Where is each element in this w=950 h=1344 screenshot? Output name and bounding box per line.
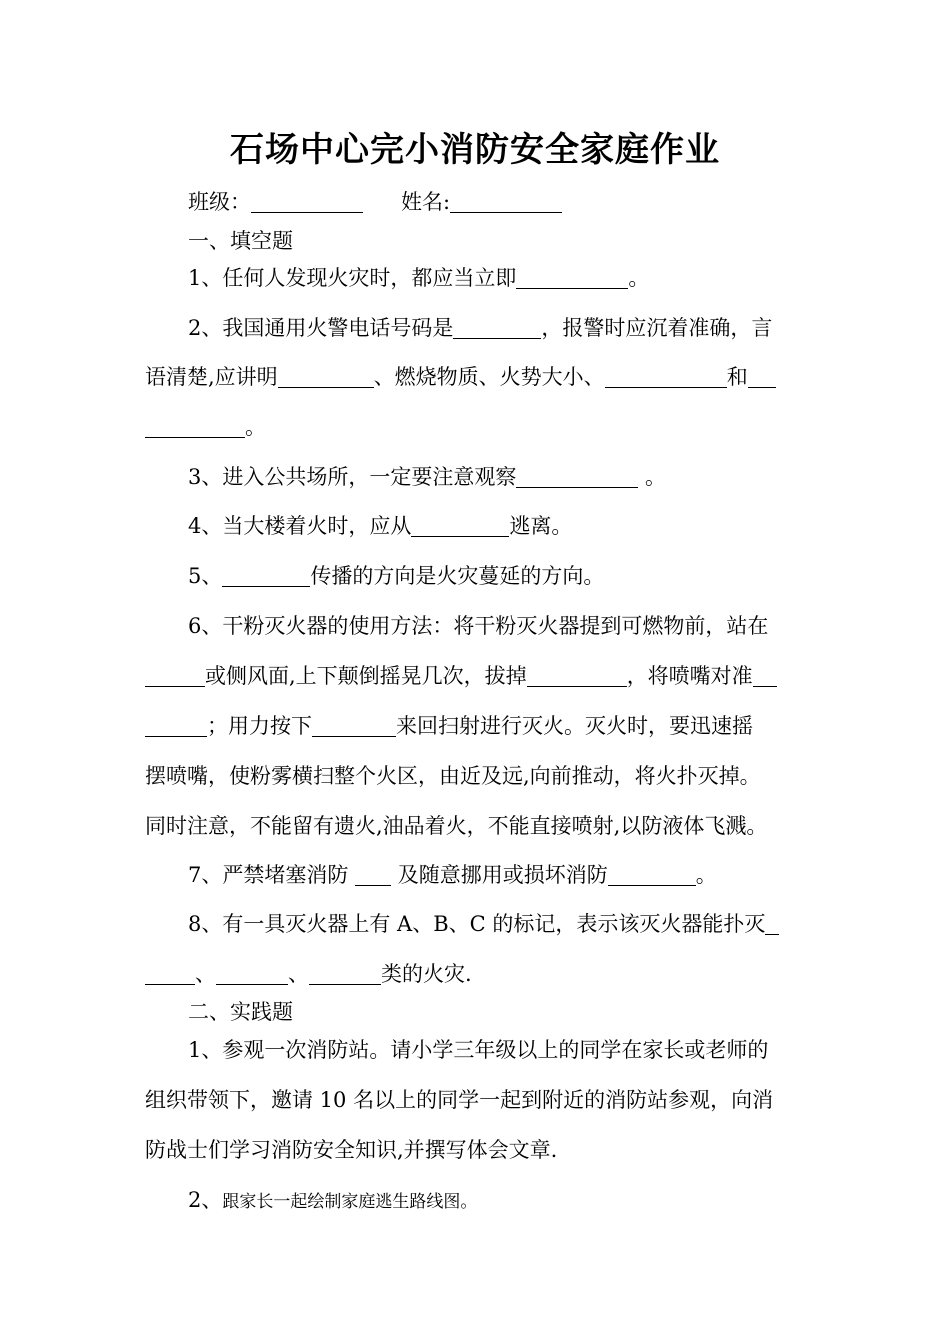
q2-blank-last-start[interactable] bbox=[748, 366, 776, 388]
q8-blank-a-start[interactable] bbox=[765, 913, 779, 935]
question-2-end: 。 bbox=[245, 415, 266, 439]
question-6-text-e: 来回扫射进行灭火。灭火时，要迅速摇 bbox=[396, 714, 753, 738]
question-1-end: 。 bbox=[628, 266, 650, 290]
question-8-sep-1: 、 bbox=[195, 962, 216, 986]
q1-blank[interactable] bbox=[516, 267, 628, 289]
question-8-text: 8、有一具灭火器上有 A、B、C 的标记，表示该灭火器能扑灭 bbox=[188, 912, 766, 936]
q5-blank[interactable] bbox=[222, 565, 310, 587]
question-2-text: 2、我国通用火警电话号码是 bbox=[188, 316, 454, 340]
class-blank[interactable] bbox=[251, 191, 363, 213]
question-5 bbox=[188, 560, 810, 590]
q6-blank-target-start[interactable] bbox=[753, 665, 777, 687]
question-2-text-e: 和 bbox=[726, 365, 748, 389]
question-4-text: 4、当大楼着火时，应从 bbox=[188, 514, 412, 538]
q4-blank[interactable] bbox=[411, 515, 509, 537]
question-2-text-b: ，报警时应沉着准确，言 bbox=[541, 316, 773, 340]
q8-blank-b[interactable] bbox=[216, 963, 288, 985]
question-3-text: 3、进入公共场所，一定要注意观察 bbox=[188, 465, 517, 489]
name-blank[interactable] bbox=[450, 191, 562, 213]
question-2-text-c: 语清楚,应讲明 bbox=[145, 365, 278, 389]
q2-blank-extra[interactable] bbox=[605, 366, 727, 388]
question-6-line5: 同时注意，不能留有遗火,油品着火，不能直接喷射,以防液体飞溅。 bbox=[145, 814, 768, 838]
practice-2-num: 2、 bbox=[188, 1188, 223, 1212]
question-1 bbox=[188, 262, 810, 292]
question-3 bbox=[188, 461, 810, 491]
question-5-text: 传播的方向是火灾蔓延的方向。 bbox=[310, 564, 605, 588]
question-6-text-d: ；用力按下 bbox=[207, 714, 312, 738]
q6-blank-pin[interactable] bbox=[527, 665, 627, 687]
question-5-num: 5、 bbox=[188, 564, 223, 588]
practice-2 bbox=[188, 1184, 810, 1214]
question-8-line2 bbox=[145, 958, 810, 988]
question-4-end: 逃离。 bbox=[509, 514, 573, 538]
question-4 bbox=[188, 510, 810, 540]
question-8-end: 类的火灾. bbox=[381, 962, 472, 986]
practice-1-line1: 1、参观一次消防站。请小学三年级以上的同学在家长或老师的 bbox=[188, 1038, 769, 1062]
question-7-text-b: 及随意挪用或损坏消防 bbox=[391, 863, 608, 887]
question-7 bbox=[188, 859, 810, 889]
question-6-line3 bbox=[145, 710, 810, 740]
question-7-text: 7、严禁堵塞消防 bbox=[188, 863, 356, 887]
section2-heading: 二、实践题 bbox=[188, 1000, 293, 1024]
page-title: 石场中心完小消防安全家庭作业 bbox=[230, 130, 720, 170]
question-2-line1 bbox=[188, 312, 810, 342]
question-2-line3 bbox=[145, 411, 810, 441]
question-2-text-d: 、燃烧物质、火势大小、 bbox=[373, 365, 605, 389]
question-6-text-b: 或侧风面,上下颠倒摇晃几次，拔掉 bbox=[205, 664, 527, 688]
name-label: 姓名: bbox=[401, 190, 451, 214]
question-3-end: 。 bbox=[638, 465, 667, 489]
question-8-sep-2: 、 bbox=[288, 962, 309, 986]
question-6-line1: 6、干粉灭火器的使用方法：将干粉灭火器提到可燃物前，站在 bbox=[188, 614, 769, 638]
q7-blank-passage[interactable] bbox=[355, 864, 391, 886]
q8-blank-a-end[interactable] bbox=[145, 963, 195, 985]
q2-blank-location[interactable] bbox=[278, 366, 374, 388]
practice-2-text: 跟家长一起绘制家庭逃生路线图。 bbox=[222, 1192, 478, 1212]
question-6-line2 bbox=[145, 660, 810, 690]
q3-blank[interactable] bbox=[516, 466, 638, 488]
q2-blank-phone[interactable] bbox=[453, 317, 541, 339]
q6-blank-target-end[interactable] bbox=[145, 715, 207, 737]
question-6-text-c: ，将喷嘴对准 bbox=[626, 664, 753, 688]
practice-1-line3: 防战士们学习消防安全知识,并撰写体会文章. bbox=[145, 1138, 558, 1162]
question-6-line4: 摆喷嘴，使粉雾横扫整个火区，由近及远,向前推动，将火扑灭掉。 bbox=[145, 764, 761, 788]
question-8-line1 bbox=[188, 908, 810, 938]
q8-blank-c[interactable] bbox=[309, 963, 381, 985]
practice-1-line2: 组织带领下，邀请 10 名以上的同学一起到附近的消防站参观，向消 bbox=[145, 1088, 774, 1112]
section1-heading: 一、填空题 bbox=[188, 229, 293, 253]
q2-blank-last-end[interactable] bbox=[145, 416, 245, 438]
class-label: 班级： bbox=[188, 190, 251, 214]
q7-blank-equipment[interactable] bbox=[608, 864, 696, 886]
question-7-end: 。 bbox=[695, 863, 717, 887]
q6-blank-handle[interactable] bbox=[312, 715, 396, 737]
q6-blank-position[interactable] bbox=[145, 665, 205, 687]
student-info-line bbox=[188, 186, 853, 216]
question-1-text: 1、任何人发现火灾时，都应当立即 bbox=[188, 266, 517, 290]
question-2-line2 bbox=[145, 361, 810, 391]
